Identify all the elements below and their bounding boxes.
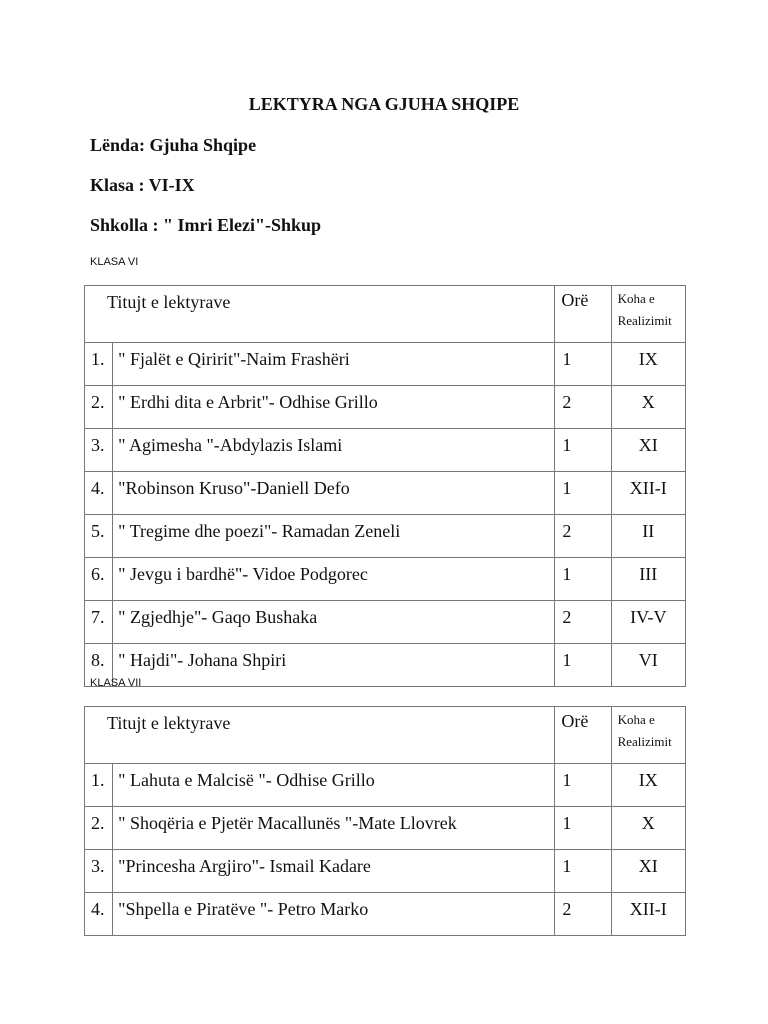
row-hours: 2 (555, 601, 611, 644)
row-number: 8. (85, 644, 113, 687)
row-hours: 1 (555, 558, 611, 601)
row-hours: 1 (555, 472, 611, 515)
row-realization-time: XII-I (611, 893, 685, 936)
reading-title: "Shpella e Piratëve "- Petro Marko (113, 893, 555, 936)
header-koha-line2: Realizimit (617, 313, 672, 328)
header-titles: Titujt e lektyrave (85, 286, 555, 343)
row-realization-time: X (611, 807, 685, 850)
table-row (85, 386, 686, 429)
row-number: 2. (85, 386, 113, 429)
header-realization-time (611, 286, 685, 343)
row-number: 6. (85, 558, 113, 601)
table-header-row (85, 707, 686, 764)
row-number: 3. (85, 850, 113, 893)
table-row (85, 515, 686, 558)
header-koha-line1: Koha e (617, 712, 655, 727)
table-row (85, 558, 686, 601)
table-header-row (85, 286, 686, 343)
subject-line: Lënda: Gjuha Shqipe (90, 135, 257, 155)
school-line: Shkolla : " Imri Elezi"-Shkup (90, 215, 322, 235)
row-hours: 1 (555, 850, 611, 893)
table-row (85, 893, 686, 936)
reading-title: " Shoqëria e Pjetër Macallunës "-Mate Llovrek (113, 807, 555, 850)
row-number: 3. (85, 429, 113, 472)
table-row (85, 850, 686, 893)
row-realization-time: III (611, 558, 685, 601)
reading-title: " Fjalët e Qiririt"-Naim Frashëri (113, 343, 555, 386)
row-number: 4. (85, 893, 113, 936)
header-realization-time (611, 707, 685, 764)
table-body (85, 343, 686, 687)
table-body (85, 764, 686, 936)
row-number: 4. (85, 472, 113, 515)
row-number: 1. (85, 343, 113, 386)
row-hours: 1 (555, 343, 611, 386)
reading-title: " Lahuta e Malcisë "- Odhise Grillo (113, 764, 555, 807)
reading-title: " Hajdi"- Johana Shpiri (113, 644, 555, 687)
class-line: Klasa : VI-IX (90, 175, 195, 195)
row-realization-time: VI (611, 644, 685, 687)
header-koha-line2: Realizimit (617, 734, 672, 749)
row-hours: 2 (555, 386, 611, 429)
reading-title: " Tregime dhe poezi"- Ramadan Zeneli (113, 515, 555, 558)
row-hours: 1 (555, 807, 611, 850)
section-label-klasa-vi: KLASA VI (90, 256, 139, 268)
row-number: 1. (85, 764, 113, 807)
header-hours: Orë (555, 707, 611, 764)
table-row (85, 764, 686, 807)
reading-table-klasa-vi (84, 285, 686, 687)
reading-table-klasa-vii (84, 706, 686, 936)
reading-title: "Princesha Argjiro"- Ismail Kadare (113, 850, 555, 893)
row-realization-time: IV-V (611, 601, 685, 644)
row-realization-time: XII-I (611, 472, 685, 515)
row-number: 7. (85, 601, 113, 644)
section-label-klasa-vii: KLASA VII (90, 677, 142, 689)
row-realization-time: II (611, 515, 685, 558)
reading-title: "Robinson Kruso"-Daniell Defo (113, 472, 555, 515)
document-title: LEKTYRA NGA GJUHA SHQIPE (248, 94, 520, 114)
row-hours: 1 (555, 764, 611, 807)
row-realization-time: XI (611, 850, 685, 893)
row-realization-time: IX (611, 764, 685, 807)
row-number: 5. (85, 515, 113, 558)
row-realization-time: X (611, 386, 685, 429)
row-realization-time: IX (611, 343, 685, 386)
header-koha-line1: Koha e (617, 291, 655, 306)
header-hours: Orë (555, 286, 611, 343)
row-hours: 1 (555, 644, 611, 687)
table-row (85, 429, 686, 472)
reading-title: " Erdhi dita e Arbrit"- Odhise Grillo (113, 386, 555, 429)
row-hours: 1 (555, 429, 611, 472)
reading-title: " Jevgu i bardhë"- Vidoe Podgorec (113, 558, 555, 601)
table-row (85, 343, 686, 386)
table-row (85, 601, 686, 644)
row-hours: 2 (555, 515, 611, 558)
table-row (85, 644, 686, 687)
row-realization-time: XI (611, 429, 685, 472)
reading-title: " Zgjedhje"- Gaqo Bushaka (113, 601, 555, 644)
table-row (85, 807, 686, 850)
row-hours: 2 (555, 893, 611, 936)
row-number: 2. (85, 807, 113, 850)
table-row (85, 472, 686, 515)
header-titles: Titujt e lektyrave (85, 707, 555, 764)
reading-title: " Agimesha "-Abdylazis Islami (113, 429, 555, 472)
